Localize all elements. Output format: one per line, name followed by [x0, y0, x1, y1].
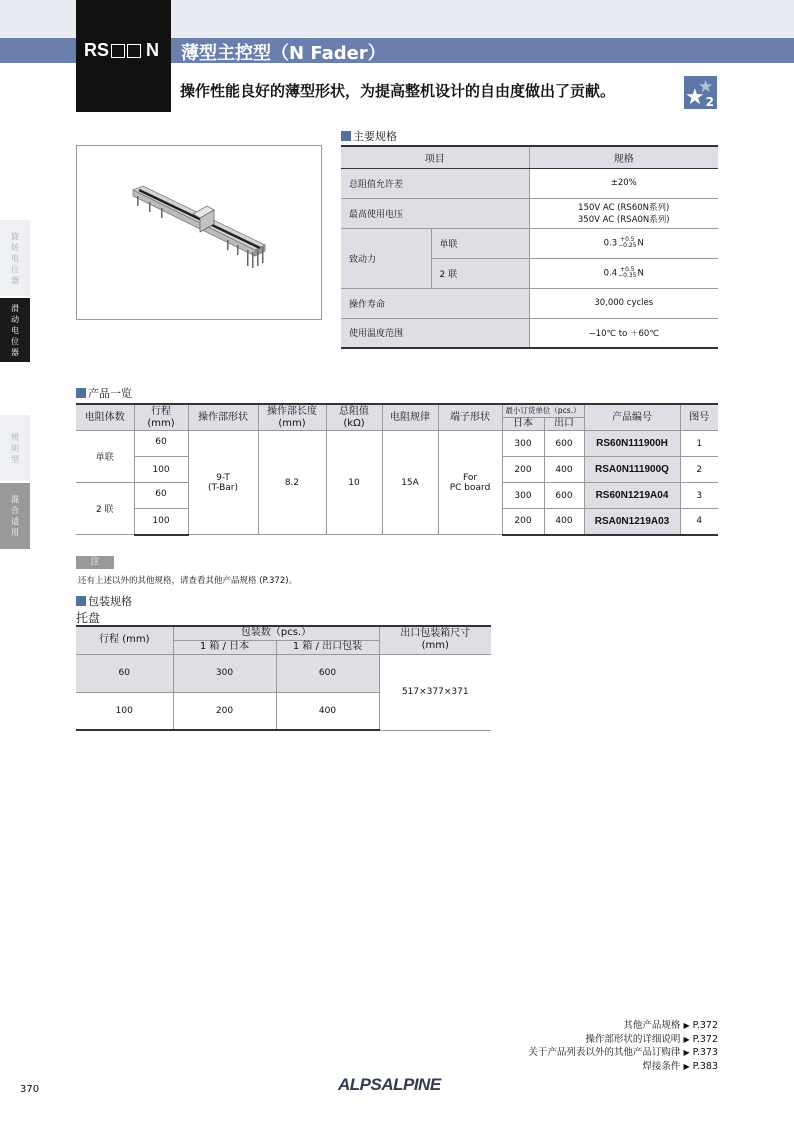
- figure-no-cell: 1: [680, 431, 718, 457]
- header-line: (mm): [278, 417, 306, 429]
- page-number: 370: [20, 1084, 40, 1095]
- star-icon: ★: [698, 77, 714, 97]
- placeholder-box: [127, 44, 141, 58]
- sidebar-tab-mixed[interactable]: [0, 483, 30, 549]
- reference-page: P.383: [692, 1060, 718, 1072]
- spec-value: 30,000 cycles: [529, 288, 718, 318]
- spec-label: 总阻值允许差: [341, 168, 529, 198]
- export-qty-cell: 600: [544, 431, 584, 457]
- col-header: 出口: [544, 418, 584, 431]
- col-header: 1 箱 / 出口包装: [276, 640, 379, 654]
- spec-value: −10℃ to ＋60℃: [529, 318, 718, 348]
- tab-char: 器: [11, 347, 19, 357]
- section-title-text: 产品一览: [88, 387, 132, 400]
- tol-plus: +0.5: [620, 236, 635, 243]
- col-header: [326, 404, 382, 431]
- figure-no-cell: 4: [680, 509, 718, 535]
- model-prefix: RS: [84, 40, 110, 60]
- section-title-text: 主要规格: [353, 130, 397, 143]
- japan-qty-cell: 300: [502, 483, 544, 509]
- col-header: [258, 404, 326, 431]
- reference-text: 其他产品规格: [623, 1020, 681, 1031]
- header-line: 操作部长度: [267, 405, 317, 417]
- products-section-title: [76, 385, 132, 401]
- travel-cell: 60: [134, 483, 188, 509]
- model-suffix: N: [146, 40, 160, 60]
- specs-section-title: [341, 128, 397, 144]
- product-code-cell: RSA0N111900Q: [584, 457, 680, 483]
- terminal-cell: [438, 431, 502, 535]
- resistance-cell: 10: [326, 431, 382, 535]
- tab-char: 明: [11, 443, 19, 453]
- specs-table: [341, 145, 718, 349]
- product-photo: [76, 145, 322, 320]
- force-unit: N: [637, 268, 644, 279]
- page-references: [528, 1019, 718, 1073]
- japan-qty-cell: 200: [502, 509, 544, 535]
- triangle-right-icon: ▶: [683, 1021, 690, 1030]
- travel-cell: 60: [134, 431, 188, 457]
- cell-line: (T-Bar): [207, 482, 238, 493]
- specs-header-spec: 规格: [529, 146, 718, 168]
- product-code-cell: RSA0N1219A03: [584, 509, 680, 535]
- tolerance: [618, 267, 636, 279]
- product-code-cell: RS60N111900H: [584, 431, 680, 457]
- triangle-right-icon: ▶: [683, 1061, 690, 1071]
- spec-value: [529, 228, 718, 258]
- reference-text: 操作部形状的详细说明: [585, 1033, 681, 1045]
- star-icon: ★: [685, 85, 705, 110]
- japan-qty-cell: 300: [502, 431, 544, 457]
- tab-char: 用: [11, 528, 19, 537]
- col-header: 1 箱 / 日本: [173, 640, 276, 654]
- square-bullet-icon: [76, 388, 86, 398]
- travel-cell: 100: [134, 457, 188, 483]
- tab-char: 位: [11, 336, 19, 346]
- reference-page: P.373: [692, 1047, 718, 1058]
- tab-char: 合: [11, 506, 19, 515]
- tab-char: 混: [11, 495, 19, 504]
- triangle-right-icon: ▶: [683, 1048, 690, 1057]
- reference-link[interactable]: [528, 1046, 718, 1060]
- reference-text: 焊接条件: [642, 1060, 681, 1072]
- header-line: 行程: [151, 405, 171, 417]
- body-count-cell: 单联: [76, 431, 134, 483]
- product-table: [76, 403, 718, 536]
- cell-line: 9-T: [216, 472, 230, 483]
- lever-shape-cell: [188, 431, 258, 535]
- japan-qty-cell: 200: [502, 457, 544, 483]
- col-header: 图号: [680, 404, 718, 431]
- force-base: 0.4: [603, 268, 618, 279]
- product-code-cell: RS60N1219A04: [584, 483, 680, 509]
- badge-number: 2: [705, 95, 714, 109]
- cell-line: For: [462, 472, 478, 483]
- col-header: 电阻体数: [76, 404, 134, 431]
- spec-sublabel: 单联: [431, 228, 529, 258]
- page-title: 薄型主控型（N Fader）: [181, 43, 386, 64]
- sidebar-tab-illuminated[interactable]: [0, 415, 30, 481]
- spec-label: 使用温度范围: [341, 318, 529, 348]
- spec-label: 操作寿命: [341, 288, 529, 318]
- tab-char: 电: [11, 325, 19, 335]
- col-header: 端子形状: [438, 404, 502, 431]
- header-line: (mm): [147, 417, 175, 429]
- force-base: 0.3: [603, 238, 618, 249]
- packaging-table: [76, 625, 491, 731]
- col-header: 最小订货单位（pcs.）: [502, 404, 584, 418]
- table-row: [76, 654, 491, 692]
- reference-page: P.372: [692, 1020, 718, 1031]
- slide-potentiometer-illustration: [77, 146, 321, 319]
- tab-char: 照: [11, 432, 19, 442]
- col-header: 包装数（pcs.）: [173, 626, 379, 640]
- tab-char: 型: [11, 454, 19, 464]
- voltage-line: 350V AC (RSA0N系列): [577, 215, 670, 225]
- spec-sublabel: 2 联: [431, 258, 529, 288]
- triangle-right-icon: ▶: [683, 1034, 690, 1044]
- tab-char: 电: [11, 253, 19, 263]
- box-size-cell: 517×377×371: [379, 654, 491, 730]
- table-row: [76, 431, 718, 457]
- square-bullet-icon: [341, 131, 351, 141]
- travel-cell: 100: [134, 509, 188, 535]
- export-qty-cell: 400: [276, 692, 379, 730]
- packaging-section-title: [76, 593, 132, 609]
- reference-page: P.372: [692, 1033, 718, 1045]
- specs-header-item: 项目: [341, 146, 529, 168]
- sidebar-tab-slide[interactable]: [0, 298, 30, 362]
- col-header: 电阻规律: [382, 404, 438, 431]
- header-line: (mm): [421, 640, 449, 652]
- col-header: [134, 404, 188, 431]
- tab-char: 转: [11, 242, 19, 252]
- tol-plus: +0.5: [620, 266, 635, 273]
- col-header: 操作部形状: [188, 404, 258, 431]
- body-count-cell: 2 联: [76, 483, 134, 535]
- rating-badge: [684, 76, 717, 109]
- cell-line: PC board: [449, 482, 491, 493]
- note-text: 还有上述以外的其他规格，请查看其他产品规格 (P.372)。: [78, 576, 298, 586]
- col-header: 产品编号: [584, 404, 680, 431]
- tol-minus: −0.25: [618, 242, 637, 249]
- figure-no-cell: 2: [680, 457, 718, 483]
- col-header: 日本: [502, 418, 544, 431]
- section-title-text: 包装规格: [88, 595, 132, 608]
- tray-label: 托盘: [76, 611, 101, 625]
- placeholder-box: [111, 44, 125, 58]
- model-name: [84, 40, 159, 61]
- export-qty-cell: 600: [276, 654, 379, 692]
- brand-logo: ALPSALPINE: [338, 1075, 441, 1094]
- lever-length-cell: 8.2: [258, 431, 326, 535]
- page-subtitle: 操作性能良好的薄型形状，为提高整机设计的自由度做出了贡献。: [180, 82, 616, 100]
- header-line: (kΩ): [343, 417, 365, 429]
- spec-label: 致动力: [341, 228, 431, 288]
- spec-value: ±20%: [529, 168, 718, 198]
- col-header: [379, 626, 491, 654]
- spec-value: [529, 198, 718, 228]
- header-line: 总阻值: [339, 405, 369, 417]
- square-bullet-icon: [76, 596, 86, 606]
- tab-char: 滑: [11, 303, 19, 313]
- taper-cell: 15A: [382, 431, 438, 535]
- japan-qty-cell: 300: [173, 654, 276, 692]
- reference-text: 关于产品列表以外的其他产品订购律: [528, 1047, 681, 1058]
- tab-char: 器: [11, 275, 19, 285]
- travel-cell: 60: [76, 654, 173, 692]
- spec-label: 最高使用电压: [341, 198, 529, 228]
- tol-minus: −0.35: [618, 272, 637, 279]
- tab-char: 旋: [11, 231, 19, 241]
- col-header: 行程 (mm): [76, 626, 173, 654]
- export-qty-cell: 400: [544, 457, 584, 483]
- reference-link[interactable]: [528, 1033, 718, 1047]
- export-qty-cell: 600: [544, 483, 584, 509]
- sidebar-tab-rotary[interactable]: [0, 220, 30, 296]
- header-line: 出口包装箱尺寸: [400, 628, 471, 640]
- travel-cell: 100: [76, 692, 173, 730]
- note-label: 注: [76, 556, 114, 569]
- reference-link[interactable]: [528, 1019, 718, 1033]
- tolerance: [618, 237, 636, 249]
- export-qty-cell: 400: [544, 509, 584, 535]
- spec-value: [529, 258, 718, 288]
- voltage-line: 150V AC (RS60N系列): [578, 203, 670, 213]
- reference-link[interactable]: [528, 1060, 718, 1074]
- force-unit: N: [637, 238, 644, 249]
- japan-qty-cell: 200: [173, 692, 276, 730]
- tab-char: 动: [11, 314, 19, 324]
- tab-char: 位: [11, 264, 19, 274]
- tab-char: 适: [11, 517, 19, 526]
- figure-no-cell: 3: [680, 483, 718, 509]
